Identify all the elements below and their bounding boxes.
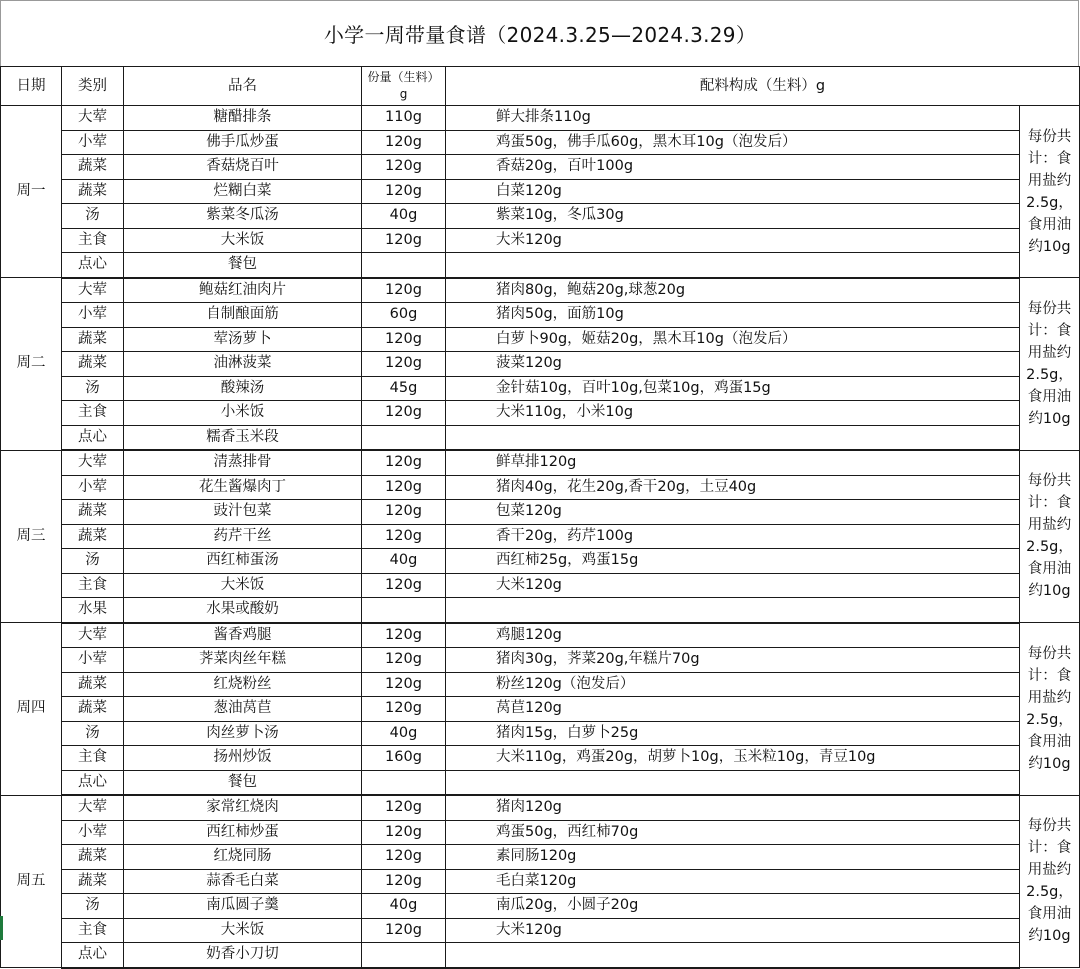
ingredients-cell: 猪肉15g，白萝卜25g <box>446 721 1020 746</box>
portion-cell: 45g <box>362 376 446 401</box>
dish-name-cell: 鲍菇红油肉片 <box>124 278 362 303</box>
table-row <box>1 820 1080 845</box>
dish-name-cell: 小米饭 <box>124 401 362 426</box>
portion-cell <box>362 598 446 623</box>
daily-nutrition-note: 每份共计：食用盐约2.5g，食用油约10g <box>1020 278 1080 451</box>
portion-cell: 40g <box>362 549 446 574</box>
portion-cell <box>362 253 446 278</box>
dish-name-cell: 餐包 <box>124 770 362 795</box>
day-cell: 周二 <box>1 278 62 451</box>
category-cell: 汤 <box>62 204 124 229</box>
header-portion-line1: 份量（生料） <box>367 70 440 84</box>
table-row <box>1 401 1080 426</box>
table-row <box>1 179 1080 204</box>
dish-name-cell: 烂糊白菜 <box>124 179 362 204</box>
portion-cell: 120g <box>362 697 446 722</box>
dish-name-cell: 奶香小刀切 <box>124 943 362 968</box>
ingredients-cell <box>446 943 1020 968</box>
dish-name-cell: 肉丝萝卜汤 <box>124 721 362 746</box>
portion-cell: 120g <box>362 450 446 475</box>
ingredients-cell <box>446 770 1020 795</box>
ingredients-cell: 素同肠120g <box>446 845 1020 870</box>
portion-cell: 120g <box>362 327 446 352</box>
category-cell: 蔬菜 <box>62 179 124 204</box>
day-cell: 周四 <box>1 623 62 796</box>
category-cell: 蔬菜 <box>62 672 124 697</box>
daily-nutrition-note: 每份共计：食用盐约2.5g，食用油约10g <box>1020 795 1080 968</box>
table-row <box>1 327 1080 352</box>
category-cell: 大荤 <box>62 795 124 820</box>
table-row <box>1 549 1080 574</box>
portion-cell: 40g <box>362 721 446 746</box>
table-row <box>1 278 1080 303</box>
ingredients-cell: 大米110g，小米10g <box>446 401 1020 426</box>
category-cell: 主食 <box>62 573 124 598</box>
portion-cell: 60g <box>362 303 446 328</box>
portion-cell <box>362 425 446 450</box>
ingredients-cell: 白菜120g <box>446 179 1020 204</box>
table-row <box>1 746 1080 771</box>
ingredients-cell: 紫菜10g，冬瓜30g <box>446 204 1020 229</box>
table-row <box>1 500 1080 525</box>
table-row <box>1 918 1080 943</box>
ingredients-cell: 鲜草排120g <box>446 450 1020 475</box>
portion-cell: 120g <box>362 648 446 673</box>
table-row <box>1 450 1080 475</box>
ingredients-cell <box>446 425 1020 450</box>
ingredients-cell: 猪肉120g <box>446 795 1020 820</box>
daily-nutrition-note: 每份共计：食用盐约2.5g，食用油约10g <box>1020 106 1080 278</box>
category-cell: 汤 <box>62 721 124 746</box>
table-row <box>1 376 1080 401</box>
category-cell: 点心 <box>62 770 124 795</box>
dish-name-cell: 紫菜冬瓜汤 <box>124 204 362 229</box>
dish-name-cell: 家常红烧肉 <box>124 795 362 820</box>
table-row <box>1 697 1080 722</box>
portion-cell: 120g <box>362 155 446 180</box>
ingredients-cell <box>446 253 1020 278</box>
portion-cell: 120g <box>362 228 446 253</box>
category-cell: 点心 <box>62 253 124 278</box>
dish-name-cell: 餐包 <box>124 253 362 278</box>
dish-name-cell: 佛手瓜炒蛋 <box>124 130 362 155</box>
category-cell: 蔬菜 <box>62 500 124 525</box>
ingredients-cell: 西红柿25g，鸡蛋15g <box>446 549 1020 574</box>
portion-cell: 40g <box>362 894 446 919</box>
portion-cell: 40g <box>362 204 446 229</box>
dish-name-cell: 蒜香毛白菜 <box>124 869 362 894</box>
portion-cell: 120g <box>362 623 446 648</box>
header-ingredients: 配料构成（生料）g <box>446 67 1080 106</box>
portion-cell: 120g <box>362 401 446 426</box>
portion-cell: 120g <box>362 869 446 894</box>
table-row <box>1 721 1080 746</box>
ingredients-cell: 鸡腿120g <box>446 623 1020 648</box>
ingredients-cell: 猪肉40g，花生20g,香干20g，土豆40g <box>446 475 1020 500</box>
ingredients-cell: 大米120g <box>446 573 1020 598</box>
category-cell: 小荤 <box>62 475 124 500</box>
portion-cell: 120g <box>362 278 446 303</box>
portion-cell <box>362 943 446 968</box>
dish-name-cell: 豉汁包菜 <box>124 500 362 525</box>
table-row <box>1 475 1080 500</box>
table-row <box>1 303 1080 328</box>
category-cell: 大荤 <box>62 450 124 475</box>
table-row <box>1 894 1080 919</box>
category-cell: 小荤 <box>62 130 124 155</box>
category-cell: 主食 <box>62 401 124 426</box>
category-cell: 大荤 <box>62 278 124 303</box>
weekly-menu-table <box>0 66 1080 969</box>
ingredients-cell: 香干20g，药芹100g <box>446 524 1020 549</box>
portion-cell: 120g <box>362 179 446 204</box>
ingredients-cell: 粉丝120g（泡发后） <box>446 672 1020 697</box>
ingredients-cell: 猪肉80g，鲍菇20g,球葱20g <box>446 278 1020 303</box>
ingredients-cell: 大米120g <box>446 228 1020 253</box>
dish-name-cell: 南瓜圆子羹 <box>124 894 362 919</box>
category-cell: 小荤 <box>62 648 124 673</box>
table-row <box>1 598 1080 623</box>
dish-name-cell: 扬州炒饭 <box>124 746 362 771</box>
ingredients-cell: 白萝卜90g，姬菇20g，黑木耳10g（泡发后） <box>446 327 1020 352</box>
header-portion <box>362 67 446 106</box>
ingredients-cell: 南瓜20g，小圆子20g <box>446 894 1020 919</box>
portion-cell <box>362 770 446 795</box>
portion-cell: 120g <box>362 820 446 845</box>
ingredients-cell: 莴苣120g <box>446 697 1020 722</box>
category-cell: 蔬菜 <box>62 869 124 894</box>
category-cell: 小荤 <box>62 303 124 328</box>
ingredients-cell: 菠菜120g <box>446 352 1020 377</box>
category-cell: 主食 <box>62 228 124 253</box>
sheet-edge-accent <box>0 916 3 940</box>
dish-name-cell: 药芹干丝 <box>124 524 362 549</box>
portion-cell: 120g <box>362 573 446 598</box>
table-row <box>1 204 1080 229</box>
ingredients-cell: 包菜120g <box>446 500 1020 525</box>
dish-name-cell: 糯香玉米段 <box>124 425 362 450</box>
table-row <box>1 155 1080 180</box>
dish-name-cell: 大米饭 <box>124 573 362 598</box>
category-cell: 主食 <box>62 918 124 943</box>
category-cell: 汤 <box>62 894 124 919</box>
ingredients-cell: 毛白菜120g <box>446 869 1020 894</box>
header-name: 品名 <box>124 67 362 106</box>
ingredients-cell: 香菇20g，百叶100g <box>446 155 1020 180</box>
ingredients-cell: 金针菇10g，百叶10g,包菜10g，鸡蛋15g <box>446 376 1020 401</box>
dish-name-cell: 红烧粉丝 <box>124 672 362 697</box>
table-row <box>1 425 1080 450</box>
portion-cell: 120g <box>362 352 446 377</box>
ingredients-cell: 鲜大排条110g <box>446 106 1020 131</box>
dish-name-cell: 荤汤萝卜 <box>124 327 362 352</box>
category-cell: 大荤 <box>62 623 124 648</box>
day-cell: 周五 <box>1 795 62 968</box>
table-row <box>1 770 1080 795</box>
dish-name-cell: 清蒸排骨 <box>124 450 362 475</box>
ingredients-cell: 大米110g，鸡蛋20g，胡萝卜10g，玉米粒10g，青豆10g <box>446 746 1020 771</box>
dish-name-cell: 大米饭 <box>124 228 362 253</box>
table-row <box>1 648 1080 673</box>
table-row <box>1 845 1080 870</box>
table-row <box>1 352 1080 377</box>
category-cell: 主食 <box>62 746 124 771</box>
category-cell: 蔬菜 <box>62 327 124 352</box>
portion-cell: 110g <box>362 106 446 131</box>
ingredients-cell: 鸡蛋50g，佛手瓜60g，黑木耳10g（泡发后） <box>446 130 1020 155</box>
dish-name-cell: 西红柿炒蛋 <box>124 820 362 845</box>
table-row <box>1 795 1080 820</box>
category-cell: 蔬菜 <box>62 155 124 180</box>
category-cell: 水果 <box>62 598 124 623</box>
dish-name-cell: 西红柿蛋汤 <box>124 549 362 574</box>
dish-name-cell: 红烧同肠 <box>124 845 362 870</box>
table-row <box>1 943 1080 968</box>
ingredients-cell: 猪肉30g，荠菜20g,年糕片70g <box>446 648 1020 673</box>
table-row <box>1 106 1080 131</box>
category-cell: 大荤 <box>62 106 124 131</box>
ingredients-cell: 大米120g <box>446 918 1020 943</box>
category-cell: 小荤 <box>62 820 124 845</box>
category-cell: 点心 <box>62 425 124 450</box>
table-row <box>1 573 1080 598</box>
ingredients-cell: 猪肉50g，面筋10g <box>446 303 1020 328</box>
ingredients-cell <box>446 598 1020 623</box>
dish-name-cell: 酸辣汤 <box>124 376 362 401</box>
portion-cell: 120g <box>362 500 446 525</box>
portion-cell: 120g <box>362 130 446 155</box>
category-cell: 点心 <box>62 943 124 968</box>
category-cell: 蔬菜 <box>62 697 124 722</box>
dish-name-cell: 自制酿面筋 <box>124 303 362 328</box>
day-cell: 周一 <box>1 106 62 278</box>
portion-cell: 120g <box>362 918 446 943</box>
dish-name-cell: 香菇烧百叶 <box>124 155 362 180</box>
table-row <box>1 869 1080 894</box>
header-category: 类别 <box>62 67 124 106</box>
dish-name-cell: 大米饭 <box>124 918 362 943</box>
header-portion-line2: g <box>399 87 408 101</box>
menu-body <box>1 106 1080 968</box>
dish-name-cell: 酱香鸡腿 <box>124 623 362 648</box>
portion-cell: 160g <box>362 746 446 771</box>
category-cell: 蔬菜 <box>62 845 124 870</box>
day-cell: 周三 <box>1 450 62 623</box>
portion-cell: 120g <box>362 795 446 820</box>
table-row <box>1 253 1080 278</box>
category-cell: 汤 <box>62 376 124 401</box>
daily-nutrition-note: 每份共计：食用盐约2.5g，食用油约10g <box>1020 450 1080 623</box>
menu-title: 小学一周带量食谱（2024.3.25—2024.3.29） <box>323 22 757 47</box>
dish-name-cell: 水果或酸奶 <box>124 598 362 623</box>
dish-name-cell: 糖醋排条 <box>124 106 362 131</box>
daily-nutrition-note: 每份共计：食用盐约2.5g，食用油约10g <box>1020 623 1080 796</box>
table-row <box>1 228 1080 253</box>
portion-cell: 120g <box>362 672 446 697</box>
dish-name-cell: 花生酱爆肉丁 <box>124 475 362 500</box>
dish-name-cell: 荠菜肉丝年糕 <box>124 648 362 673</box>
table-row <box>1 524 1080 549</box>
table-row <box>1 623 1080 648</box>
category-cell: 蔬菜 <box>62 524 124 549</box>
header-row <box>1 67 1080 106</box>
portion-cell: 120g <box>362 845 446 870</box>
ingredients-cell: 鸡蛋50g，西红柿70g <box>446 820 1020 845</box>
portion-cell: 120g <box>362 475 446 500</box>
dish-name-cell: 葱油莴苣 <box>124 697 362 722</box>
dish-name-cell: 油淋菠菜 <box>124 352 362 377</box>
table-row <box>1 130 1080 155</box>
category-cell: 蔬菜 <box>62 352 124 377</box>
portion-cell: 120g <box>362 524 446 549</box>
header-date: 日期 <box>1 67 62 106</box>
category-cell: 汤 <box>62 549 124 574</box>
table-row <box>1 672 1080 697</box>
